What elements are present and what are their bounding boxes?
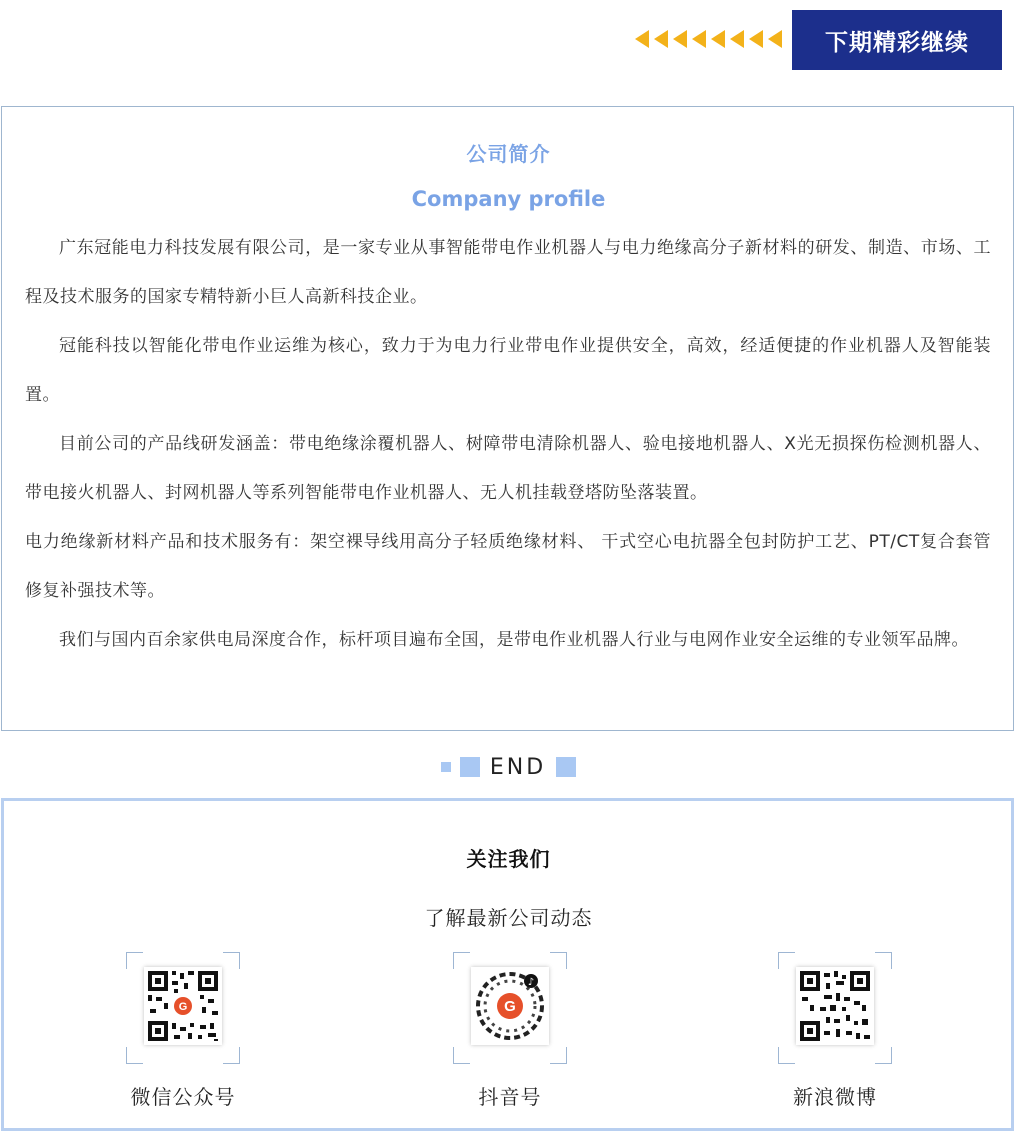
arrow-decoration: [635, 30, 785, 48]
left-arrow-icon: [635, 30, 649, 48]
left-arrow-icon: [654, 30, 668, 48]
profile-paragraph: 目前公司的产品线研发涵盖：带电绝缘涂覆机器人、树障带电清除机器人、验电接地机器人、X光无损探伤检测机器人、带电接火机器人、封网机器人等系列智能带电作业机器人、无人机挂载登塔防坠落装置。: [25, 434, 991, 503]
next-issue-button[interactable]: 下期精彩继续: [792, 10, 1002, 70]
end-label: END: [489, 754, 547, 780]
profile-body: [25, 224, 991, 665]
douyin-label: 抖音号: [478, 1085, 542, 1109]
douyin-qr-block: [453, 952, 567, 1064]
wechat-qr-block: [126, 952, 240, 1064]
douyin-qr-code-icon[interactable]: [471, 967, 549, 1045]
square-icon: [460, 757, 480, 777]
end-divider: [0, 755, 1017, 779]
left-arrow-icon: [749, 30, 763, 48]
profile-subtitle: Company profile: [411, 187, 606, 211]
profile-paragraph: 冠能科技以智能化带电作业运维为核心，致力于为电力行业带电作业提供安全，高效，经适便捷的作业机器人及智能装置。: [25, 336, 991, 405]
left-arrow-icon: [673, 30, 687, 48]
follow-title: 关注我们: [466, 847, 551, 871]
left-arrow-icon: [711, 30, 725, 48]
left-arrow-icon: [692, 30, 706, 48]
profile-title: 公司简介: [466, 142, 551, 166]
weibo-qr-block: [778, 952, 892, 1064]
follow-subtitle: 了解最新公司动态: [424, 906, 593, 930]
svg-text:G: G: [178, 1001, 188, 1013]
svg-text:♪: ♪: [527, 977, 535, 988]
left-arrow-icon: [768, 30, 782, 48]
square-icon: [441, 762, 451, 772]
profile-paragraph: 广东冠能电力科技发展有限公司，是一家专业从事智能带电作业机器人与电力绝缘高分子新材料的研发、制造、市场、工程及技术服务的国家专精特新小巨人高新科技企业。: [25, 238, 991, 307]
weibo-qr-code-icon[interactable]: [796, 967, 874, 1045]
svg-text:G: G: [504, 998, 516, 1015]
wechat-label: 微信公众号: [130, 1085, 236, 1109]
left-arrow-icon: [730, 30, 744, 48]
profile-paragraph: 电力绝缘新材料产品和技术服务有：架空裸导线用高分子轻质绝缘材料、 干式空心电抗器全包封防护工艺、PT/CT复合套管修复补强技术等。: [25, 532, 991, 601]
profile-paragraph: 我们与国内百余家供电局深度合作，标杆项目遍布全国，是带电作业机器人行业与电网作业安全运维的专业领军品牌。: [59, 630, 969, 650]
square-icon: [556, 757, 576, 777]
wechat-qr-code-icon[interactable]: [144, 967, 222, 1045]
weibo-label: 新浪微博: [793, 1085, 877, 1109]
